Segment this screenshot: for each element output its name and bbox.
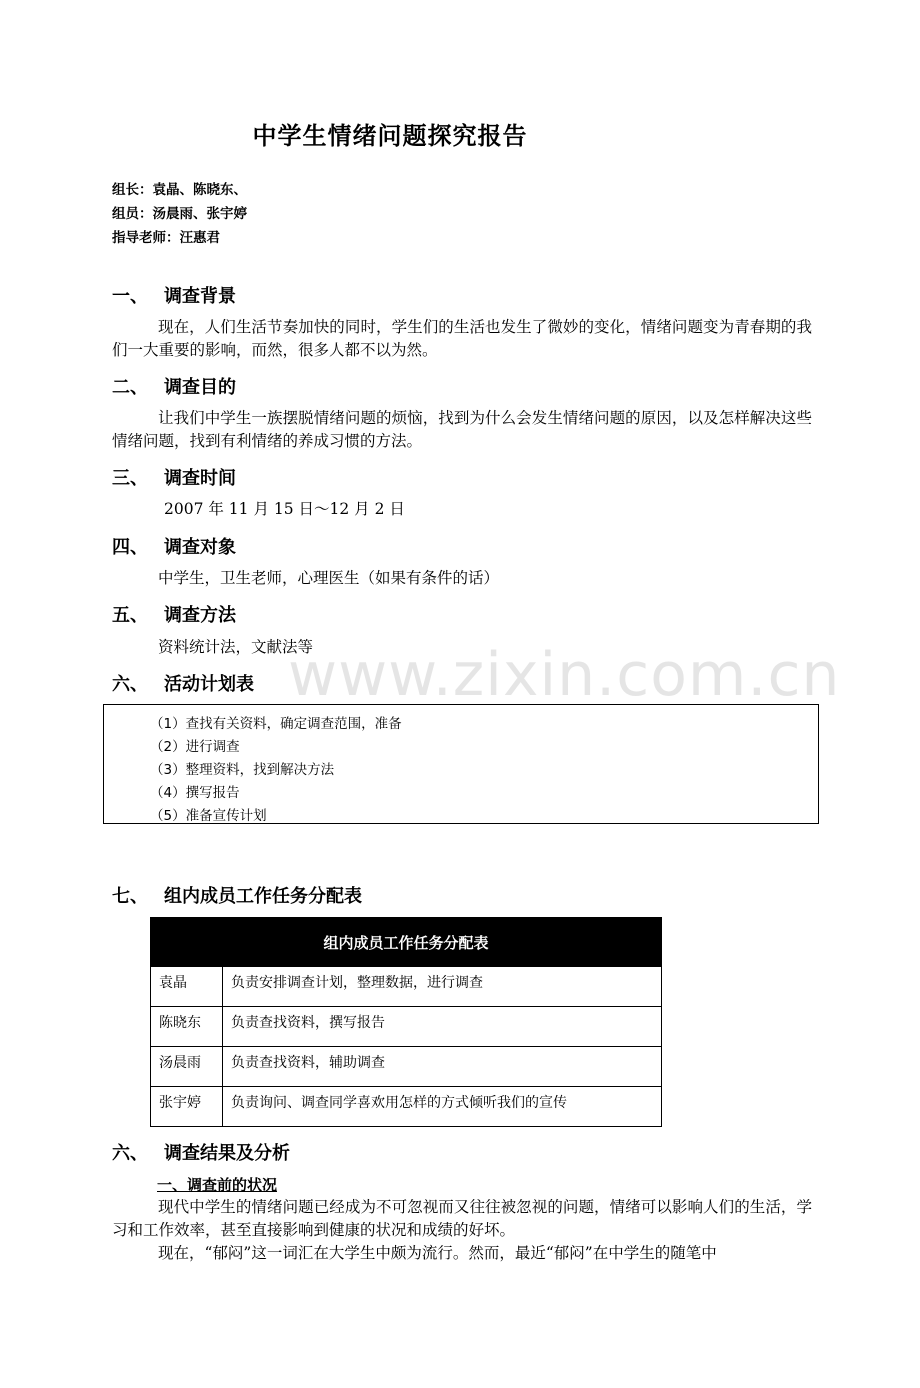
- member-task: 负责查找资料，辅助调查: [223, 1047, 662, 1087]
- purpose-paragraph: 让我们中学生一族摆脱情绪问题的烦恼，找到为什么会发生情绪问题的原因，以及怎样解决这些情绪问题，找到有利情绪的养成习惯的方法。: [112, 409, 812, 450]
- heading-purpose: [112, 373, 236, 399]
- page-title: 中学生情绪问题探究报告: [252, 122, 528, 150]
- heading-tasks: [112, 882, 362, 908]
- results-paragraph-2: 现在，“郁闷”这一词汇在大学生中颇为流行。然而，最近“郁闷”在中学生的随笔中: [158, 1244, 717, 1262]
- member-name: 陈晓东: [151, 1007, 223, 1047]
- report-meta: [112, 178, 247, 250]
- plan-box: [103, 704, 819, 824]
- heading-text: 调查时间: [164, 468, 236, 489]
- method-paragraph: 资料统计法，文献法等: [158, 638, 314, 656]
- heading-number: 一、: [112, 286, 148, 307]
- members-line: 组员：汤晨雨、张宇婷: [112, 206, 247, 222]
- table-row: [151, 1047, 662, 1087]
- heading-plan: [112, 670, 254, 696]
- heading-results: [112, 1139, 290, 1165]
- heading-time: [112, 464, 236, 490]
- table-row: [151, 1087, 662, 1127]
- table-row: [151, 967, 662, 1007]
- leader-line: 组长：袁晶、陈晓东、: [112, 182, 247, 198]
- member-task: 负责询问、调查同学喜欢用怎样的方式倾听我们的宣传: [223, 1087, 662, 1127]
- heading-number: 六、: [112, 674, 148, 695]
- heading-method: [112, 601, 236, 627]
- task-table: [150, 917, 662, 1127]
- heading-number: 五、: [112, 605, 148, 626]
- table-row: [151, 1007, 662, 1047]
- background-paragraph: 现在，人们生活节奏加快的同时，学生们的生活也发生了微妙的变化，情绪问题变为青春期的我们一大重要的影响，而然，很多人都不以为然。: [112, 318, 812, 359]
- plan-item: （4）撰写报告: [150, 785, 240, 801]
- target-paragraph: 中学生，卫生老师，心理医生（如果有条件的话）: [158, 569, 500, 587]
- plan-item: （3）整理资料，找到解决方法: [150, 762, 335, 778]
- member-name: 袁晶: [151, 967, 223, 1007]
- heading-number: 六、: [112, 1143, 148, 1164]
- time-paragraph: 2007 年 11 月 15 日～12 月 2 日: [164, 500, 405, 518]
- heading-text: 调查目的: [164, 377, 236, 398]
- heading-text: 调查背景: [164, 286, 236, 307]
- plan-item: （1）查找有关资料，确定调查范围，准备: [150, 716, 402, 732]
- heading-text: 调查对象: [164, 537, 236, 558]
- heading-text: 调查结果及分析: [164, 1143, 290, 1164]
- plan-item: （2）进行调查: [150, 739, 240, 755]
- heading-text: 调查方法: [164, 605, 236, 626]
- teacher-line: 指导老师：汪惠君: [112, 230, 220, 246]
- heading-background: [112, 282, 236, 308]
- plan-list: [104, 705, 818, 828]
- results-subheading: 一、调查前的状况: [157, 1176, 278, 1194]
- heading-number: 三、: [112, 468, 148, 489]
- watermark: www.zixin.com.cn: [288, 640, 841, 710]
- heading-target: [112, 533, 236, 559]
- heading-number: 四、: [112, 537, 148, 558]
- member-name: 汤晨雨: [151, 1047, 223, 1087]
- heading-text: 组内成员工作任务分配表: [164, 886, 362, 907]
- member-task: 负责查找资料，撰写报告: [223, 1007, 662, 1047]
- task-table-header: 组内成员工作任务分配表: [151, 918, 662, 967]
- member-task: 负责安排调查计划，整理数据，进行调查: [223, 967, 662, 1007]
- plan-item: （5）准备宣传计划: [150, 808, 267, 824]
- heading-number: 二、: [112, 377, 148, 398]
- member-name: 张宇婷: [151, 1087, 223, 1127]
- heading-text: 活动计划表: [164, 674, 254, 695]
- heading-number: 七、: [112, 886, 148, 907]
- results-paragraph-1: 现代中学生的情绪问题已经成为不可忽视而又往往被忽视的问题，情绪可以影响人们的生活，学习和工作效率，甚至直接影响到健康的状况和成绩的好坏。: [112, 1198, 812, 1239]
